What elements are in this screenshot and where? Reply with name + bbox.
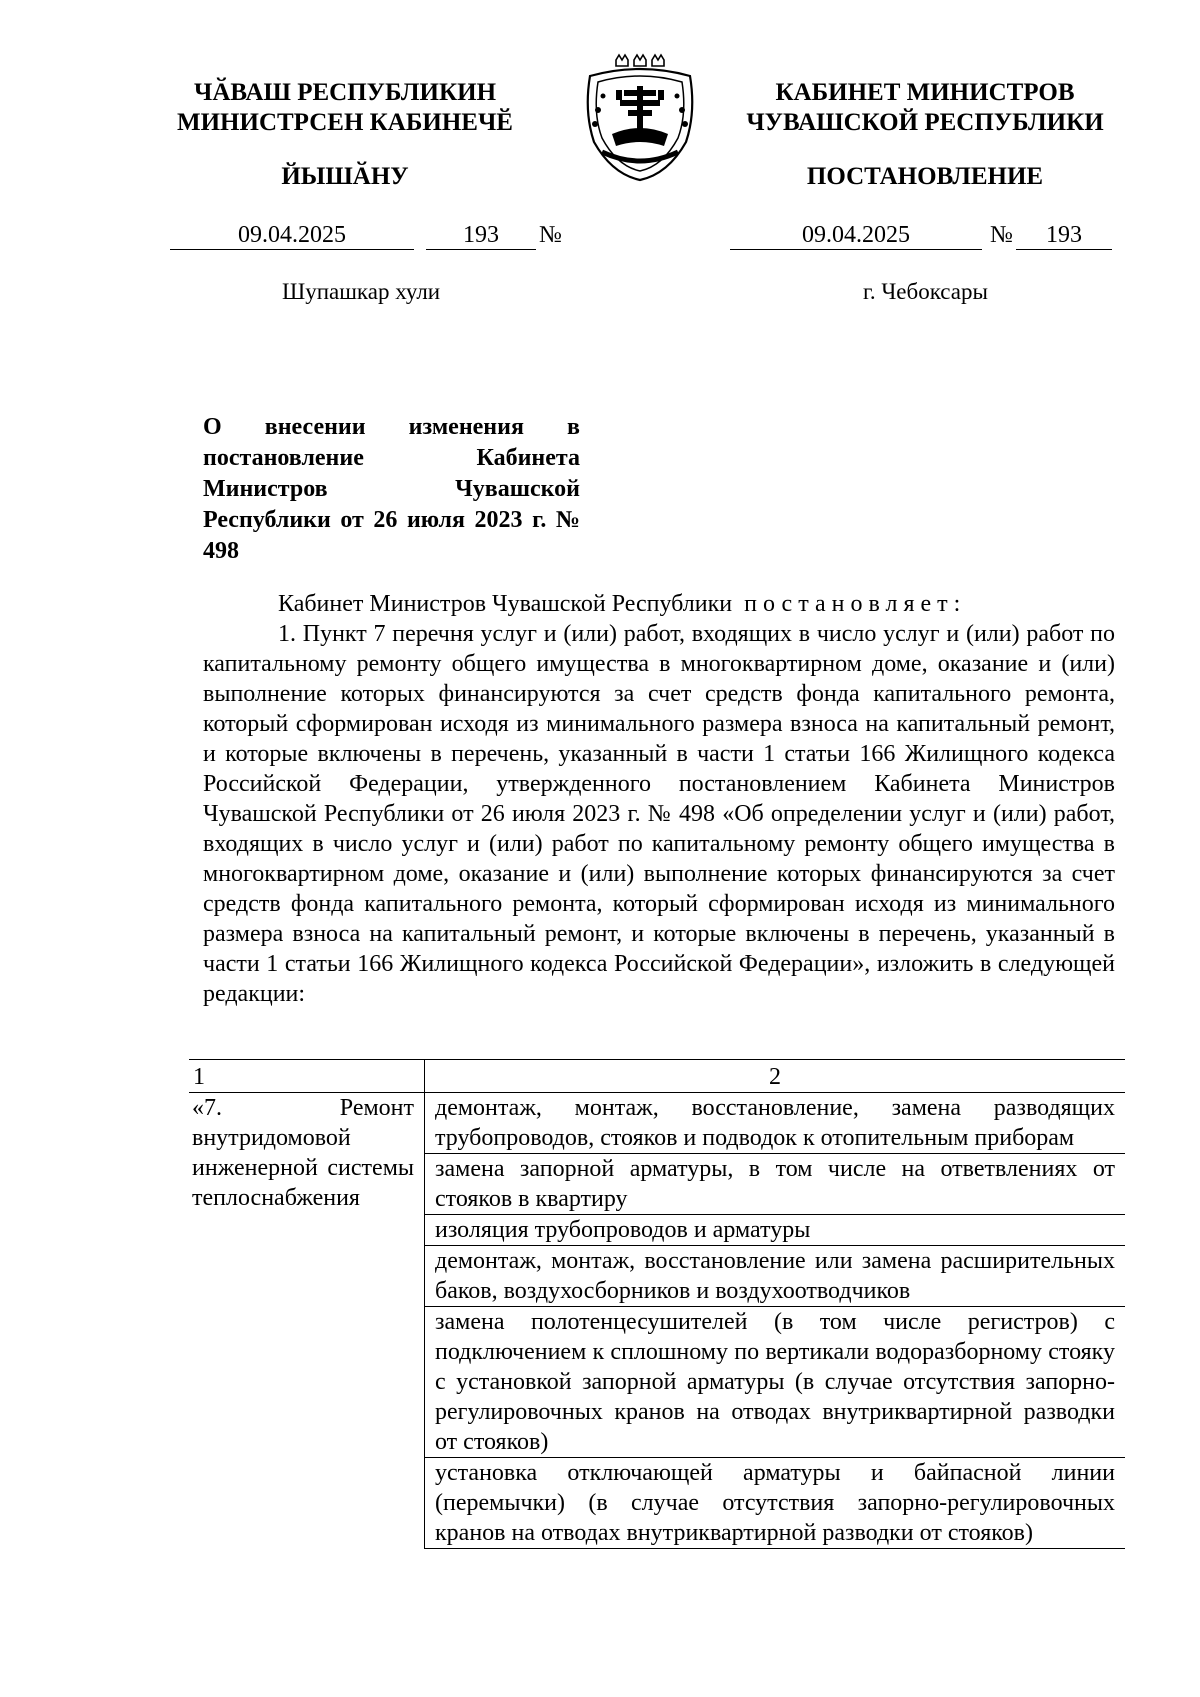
place-left: Шупашкар хули xyxy=(282,279,441,304)
intro-prefix: Кабинет Министров Чувашской Республики xyxy=(278,591,733,617)
table-cell-work: установка отключающей арматуры и байпасной линии (перемычки) (в случае отсутствия запорно-регулировочных кранов на отводах внутриквартирной разводки от стояков) xyxy=(425,1458,1126,1549)
registration-left-date: 09.04.2025 xyxy=(170,222,414,250)
table-row xyxy=(189,1093,1125,1154)
table-header-row xyxy=(189,1060,1125,1093)
header-right-org xyxy=(735,78,1115,138)
paragraph-1: 1. Пункт 7 перечня услуг и (или) работ, входящих в число услуг и (или) работ по капитальному ремонту общего имущества в многоквартирном доме, оказание и (или) выполнение которых финансируются за счет средств фонда капитального ремонта, который сформирован исходя из минимального размера взноса на капитальный ремонт, и которые включены в перечень, указанный в части 1 статьи 166 Жилищного кодекса Российской Федерации, утвержденного постановлением Кабинета Министров Чувашской Республики от 26 июля 2023 г. № 498 «Об определении услуг и (или) работ, входящих в число услуг и (или) работ по капитальному ремонту общего имущества в многоквартирном доме, оказание и (или) выполнение которых финансируются за счет средств фонда капитального ремонта, который сформирован исходя из минимального размера взноса на капитальный ремонт, и которые включены в перечень, указанный в части 1 статьи 166 Жилищного кодекса Российской Федерации», изложить в следующей редакции: xyxy=(203,621,1115,1007)
table-cell-work: замена запорной арматуры, в том числе на ответвлениях от стояков в квартиру xyxy=(425,1154,1126,1215)
registration-left-number-sign: № xyxy=(539,222,562,248)
intro-line xyxy=(203,589,1115,619)
table-cell-work: изоляция трубопроводов и арматуры xyxy=(425,1215,1126,1246)
chuvash-coat-of-arms-icon xyxy=(568,52,712,184)
table-row-title: «7. Ремонт внутридомовой инженерной системы теплоснабжения xyxy=(189,1093,425,1549)
header-left-line2: МИНИСТРСЕН КАБИНЕЧӖ xyxy=(177,109,513,136)
header-right-line2: ЧУВАШСКОЙ РЕСПУБЛИКИ xyxy=(746,109,1104,136)
registration-right-date: 09.04.2025 xyxy=(730,222,982,250)
document-body xyxy=(203,589,1115,1009)
registration-left-number: 193 xyxy=(426,222,536,250)
amendment-table xyxy=(189,1059,1125,1549)
header-left-org xyxy=(175,78,515,138)
header-left-line1: ЧӐВАШ РЕСПУБЛИКИН xyxy=(193,79,497,106)
header-right-line1: КАБИНЕТ МИНИСТРОВ xyxy=(775,79,1075,106)
table-header-col2: 2 xyxy=(425,1060,1126,1093)
intro-verb: постановляет: xyxy=(744,591,967,617)
table-cell-work: замена полотенцесушителей (в том числе регистров) с подключением к сплошному по вертикали водоразборному стояку с установкой запорной арматуры (в случае отсутствия запорно-регулировочных кранов на отводах внутриквартирной разводки от стояков) xyxy=(425,1307,1126,1458)
table-cell-work: демонтаж, монтаж, восстановление, замена разводящих трубопроводов, стояков и подводок к отопительным приборам xyxy=(425,1093,1126,1154)
registration-right-number-sign: № xyxy=(990,222,1013,248)
place-right: г. Чебоксары xyxy=(863,279,988,304)
table-header-col1: 1 xyxy=(189,1060,425,1093)
header-right-doctype: ПОСТАНОВЛЕНИЕ xyxy=(806,163,1044,190)
registration-right-number: 193 xyxy=(1016,222,1112,250)
header-left-doctype: ЙЫШӐНУ xyxy=(281,163,409,190)
table-cell-work: демонтаж, монтаж, восстановление или замена расширительных баков, воздухосборников и воздухоотводчиков xyxy=(425,1246,1126,1307)
document-subject: О внесении изменения в постановление Кабинета Министров Чувашской Республики от 26 июля 2023 г. № 498 xyxy=(203,414,580,564)
